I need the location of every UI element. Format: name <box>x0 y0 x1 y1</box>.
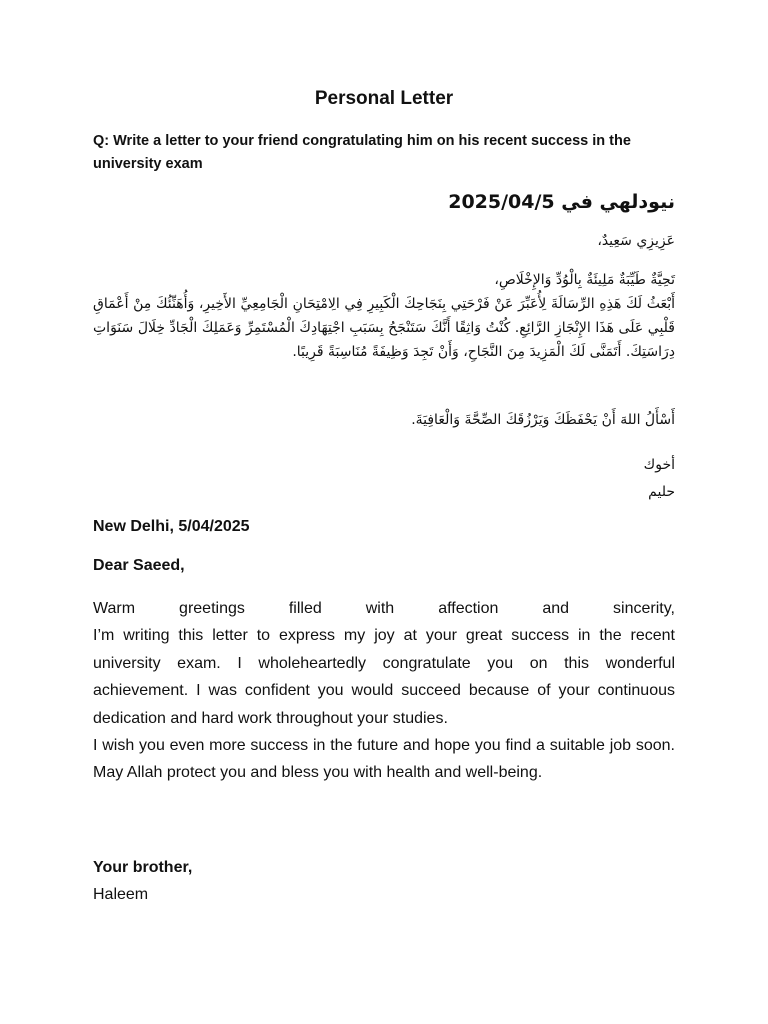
arabic-body-line: تَحِيَّةٌ طَيِّبَةٌ مَلِيئَةٌ بِالْوُدِّ وَالإِخْلَاصِ، <box>494 272 675 288</box>
arabic-dua: أَسْأَلُ اللهَ أَنْ يَحْفَظَكَ وَيَرْزُقَكَ الصِّحَّةَ وَالْعَافِيَةَ. <box>411 412 675 428</box>
english-paragraph: May Allah protect you and bless you with health and well-being. <box>93 764 543 782</box>
english-signoff <box>93 854 675 908</box>
english-closing: Your brother, <box>93 859 193 876</box>
english-signature: Haleem <box>93 886 149 903</box>
english-paragraph: I’m writing this letter to express my joy at your great success in the recent university exam. I wholeheartedly congratulate you on this wonderful achievement. I was confident you would succeed because of your continuous dedication and hard work throughout your studies. <box>93 627 675 727</box>
english-salutation: Dear Saeed, <box>93 557 185 574</box>
english-place-date: New Delhi, 5/04/2025 <box>93 518 250 535</box>
english-paragraph: Warm greetings filled with affection and sincerity, <box>93 600 675 617</box>
arabic-place-date: نيودلهي في 2025/04/5 <box>448 191 675 213</box>
arabic-greeting: عَزِيزِي سَعِيدٌ، <box>597 233 675 249</box>
arabic-body <box>93 268 675 364</box>
arabic-signoff <box>644 452 675 506</box>
english-paragraph: I wish you even more success in the future and hope you find a suitable job soon. <box>93 737 675 755</box>
page-title: Personal Letter <box>314 88 454 109</box>
arabic-body-line: أَبْعَثُ لَكَ هَذِهِ الرِّسَالَةَ لِأُعَبِّرَ عَنْ فَرْحَتِي بِنَجَاحِكَ الْكَبِيرِ فِي الِامْتِحَانِ الْجَامِعِيِّ الأَخِيرِ، وَأُهَنِّئُكَ مِنْ أَعْمَاقِ قَلْبِي عَلَى هَذَا الإِنْجَازِ الرَّائِعِ. كُنْتُ وَاثِقًا أَنَّكَ سَتَنْجَحُ بِسَبَبِ اجْتِهَادِكَ الْمُسْتَمِرِّ وَعَمَلِكَ الْجَادِّ خِلَالَ سَنَوَاتِ دِرَاسَتِكَ. أَتَمَنَّى لَكَ الْمَزِيدَ مِنَ النَّجَاحِ، وَأَنْ تَجِدَ وَظِيفَةً مُنَاسِبَةً قَرِيبًا. <box>93 296 675 360</box>
arabic-closing: أخوك <box>643 457 675 473</box>
arabic-signature: حليم <box>648 484 675 500</box>
english-body <box>93 595 675 787</box>
question-prompt: Q: Write a letter to your friend congratulating him on his recent success in the university exam <box>93 133 631 172</box>
